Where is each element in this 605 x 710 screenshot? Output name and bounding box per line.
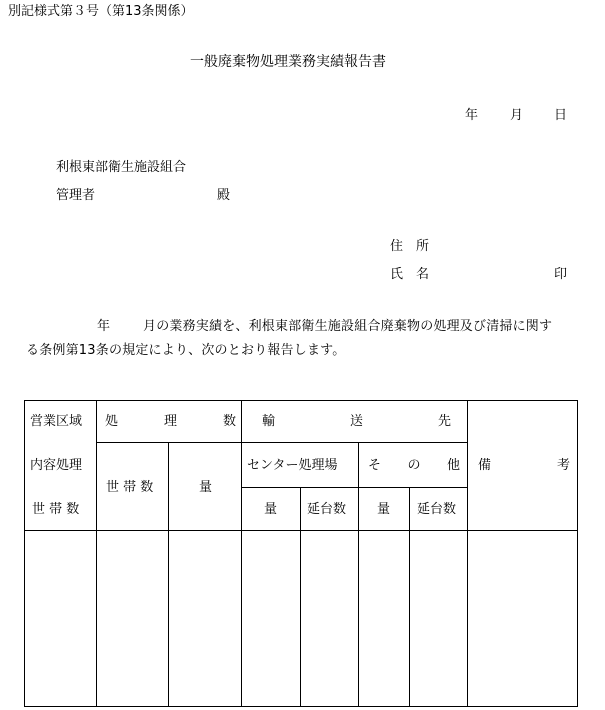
body-line-2: る条例第13条の規定により、次のとおり報告します。	[26, 343, 346, 358]
header-other-trucks: 延台数	[417, 502, 457, 517]
header-remarks: 備 考	[478, 458, 570, 473]
header-processing-count: 処 理 数	[105, 414, 236, 429]
table-rule-v4	[300, 487, 301, 707]
header-amount: 量	[199, 480, 213, 495]
table-rule-h2	[241, 487, 467, 488]
header-center-trucks: 延台数	[307, 502, 347, 517]
seal-mark: 印	[554, 267, 568, 282]
reporter-address-label: 住 所	[390, 239, 430, 254]
table-border-right	[577, 400, 578, 707]
table-border-left	[24, 400, 25, 707]
table-rule-h3	[24, 530, 578, 531]
table-rule-v3	[241, 400, 242, 707]
addressee-organization: 利根東部衛生施設組合	[56, 160, 187, 175]
table-rule-v1	[96, 400, 97, 707]
reporter-name-label: 氏 名	[390, 267, 430, 282]
table-rule-v6	[409, 487, 410, 707]
date-month: 月	[510, 108, 524, 123]
addressee-honorific: 殿	[217, 188, 231, 203]
header-other: そ の 他	[368, 458, 460, 473]
table-border-bottom	[24, 706, 578, 707]
header-households: 世 帯 数	[32, 502, 80, 517]
header-business-area: 営業区域	[30, 414, 83, 429]
header-center-amount: 量	[264, 502, 278, 517]
table-border-top	[24, 400, 578, 401]
addressee-manager-label: 管理者	[56, 188, 96, 203]
header-transport-destination: 輸 送 先	[262, 414, 451, 429]
body-line-1: 月の業務実績を、利根東部衛生施設組合廃棄物の処理及び清掃に関す	[143, 319, 553, 334]
header-other-amount: 量	[377, 502, 391, 517]
body-year: 年	[97, 319, 111, 334]
table-rule-h1	[96, 442, 467, 443]
date-year: 年	[465, 108, 479, 123]
form-number: 別記様式第３号（第13条関係）	[8, 4, 194, 19]
table-rule-v2	[168, 442, 169, 707]
document-title: 一般廃棄物処理業務実績報告書	[190, 54, 386, 70]
table-rule-v7	[467, 400, 468, 707]
header-center-facility: センター処理場	[247, 458, 338, 473]
date-day: 日	[554, 108, 568, 123]
header-process-content: 内容処理	[30, 458, 83, 473]
header-households-sub: 世 帯 数	[106, 480, 154, 495]
table-rule-v5	[358, 442, 359, 707]
